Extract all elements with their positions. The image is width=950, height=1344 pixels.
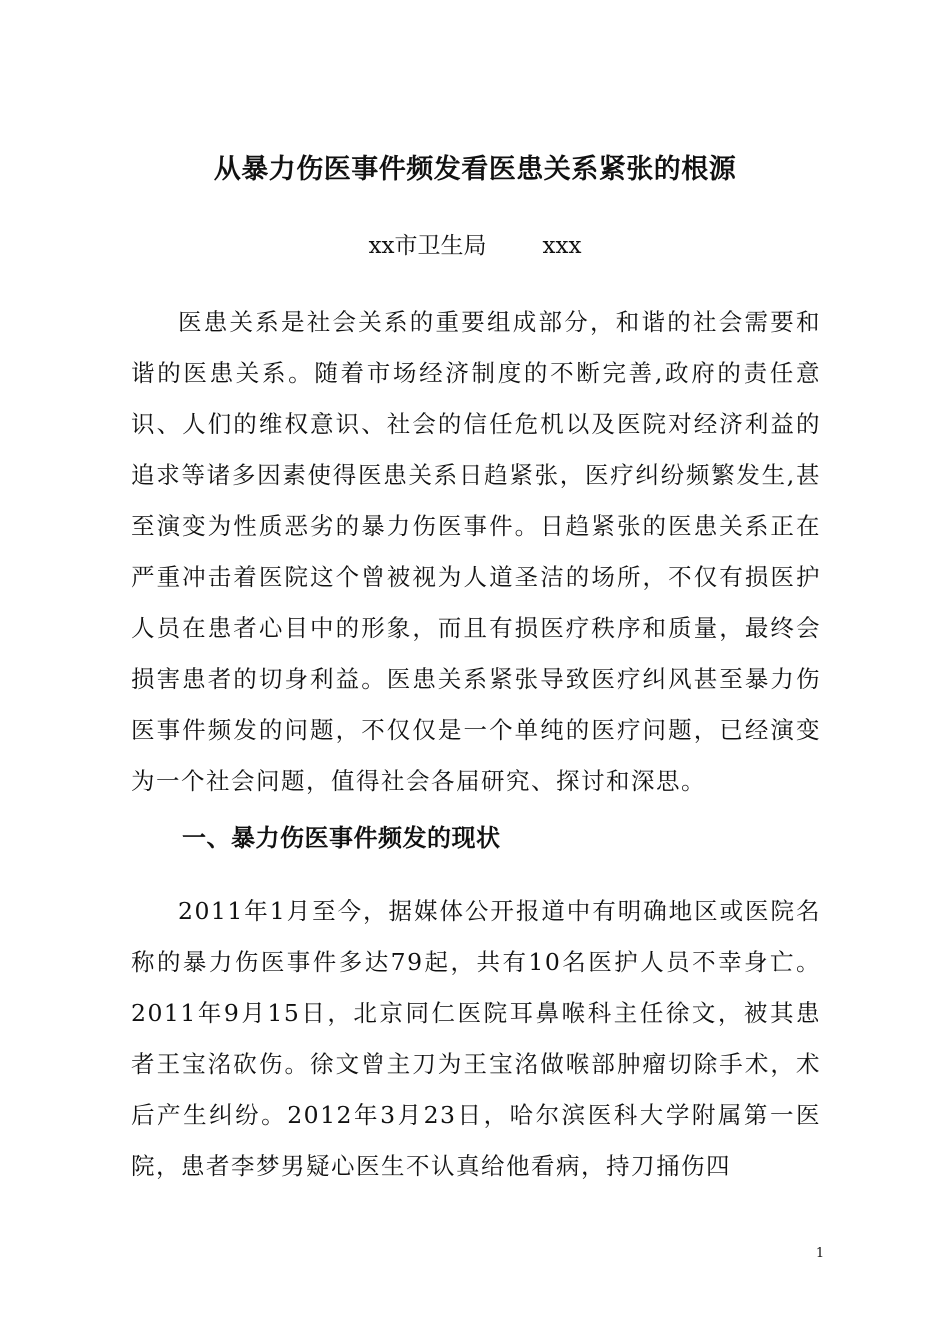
document-title: 从暴力伤医事件频发看医患关系紧张的根源	[213, 154, 737, 185]
author-organization: xx市卫生局	[368, 233, 487, 259]
page-number: 1	[815, 1246, 825, 1261]
section-heading: 一、暴力伤医事件频发的现状	[182, 824, 501, 852]
author-name: xxx	[542, 233, 582, 259]
section-paragraph: 2011年1月至今，据媒体公开报道中有明确地区或医院名称的暴力伤医事件多达79起，共有10名医护人员不幸身亡。2011年9月15日，北京同仁医院耳鼻喉科主任徐文，被其患者王宝洺砍伤。徐文曾主刀为王宝洺做喉部肿瘤切除手术，术后产生纠纷。2012年3月23日，哈尔滨医科大学附属第一医院，患者李梦男疑心医生不认真给他看病，持刀捅伤四	[131, 897, 821, 1180]
author-line	[0, 228, 950, 264]
intro-paragraph: 医患关系是社会关系的重要组成部分，和谐的社会需要和谐的医患关系。随着市场经济制度的不断完善,政府的责任意识、人们的维权意识、社会的信任危机以及医院对经济利益的追求等诸多因素使得医患关系日趋紧张，医疗纠纷频繁发生,甚至演变为性质恶劣的暴力伤医事件。日趋紧张的医患关系正在严重冲击着医院这个曾被视为人道圣洁的场所，不仅有损医护人员在患者心目中的形象，而且有损医疗秩序和质量，最终会损害患者的切身利益。医患关系紧张导致医疗纠风甚至暴力伤医事件频发的问题，不仅仅是一个单纯的医疗问题，已经演变为一个社会问题，值得社会各届研究、探讨和深思。	[131, 308, 821, 795]
